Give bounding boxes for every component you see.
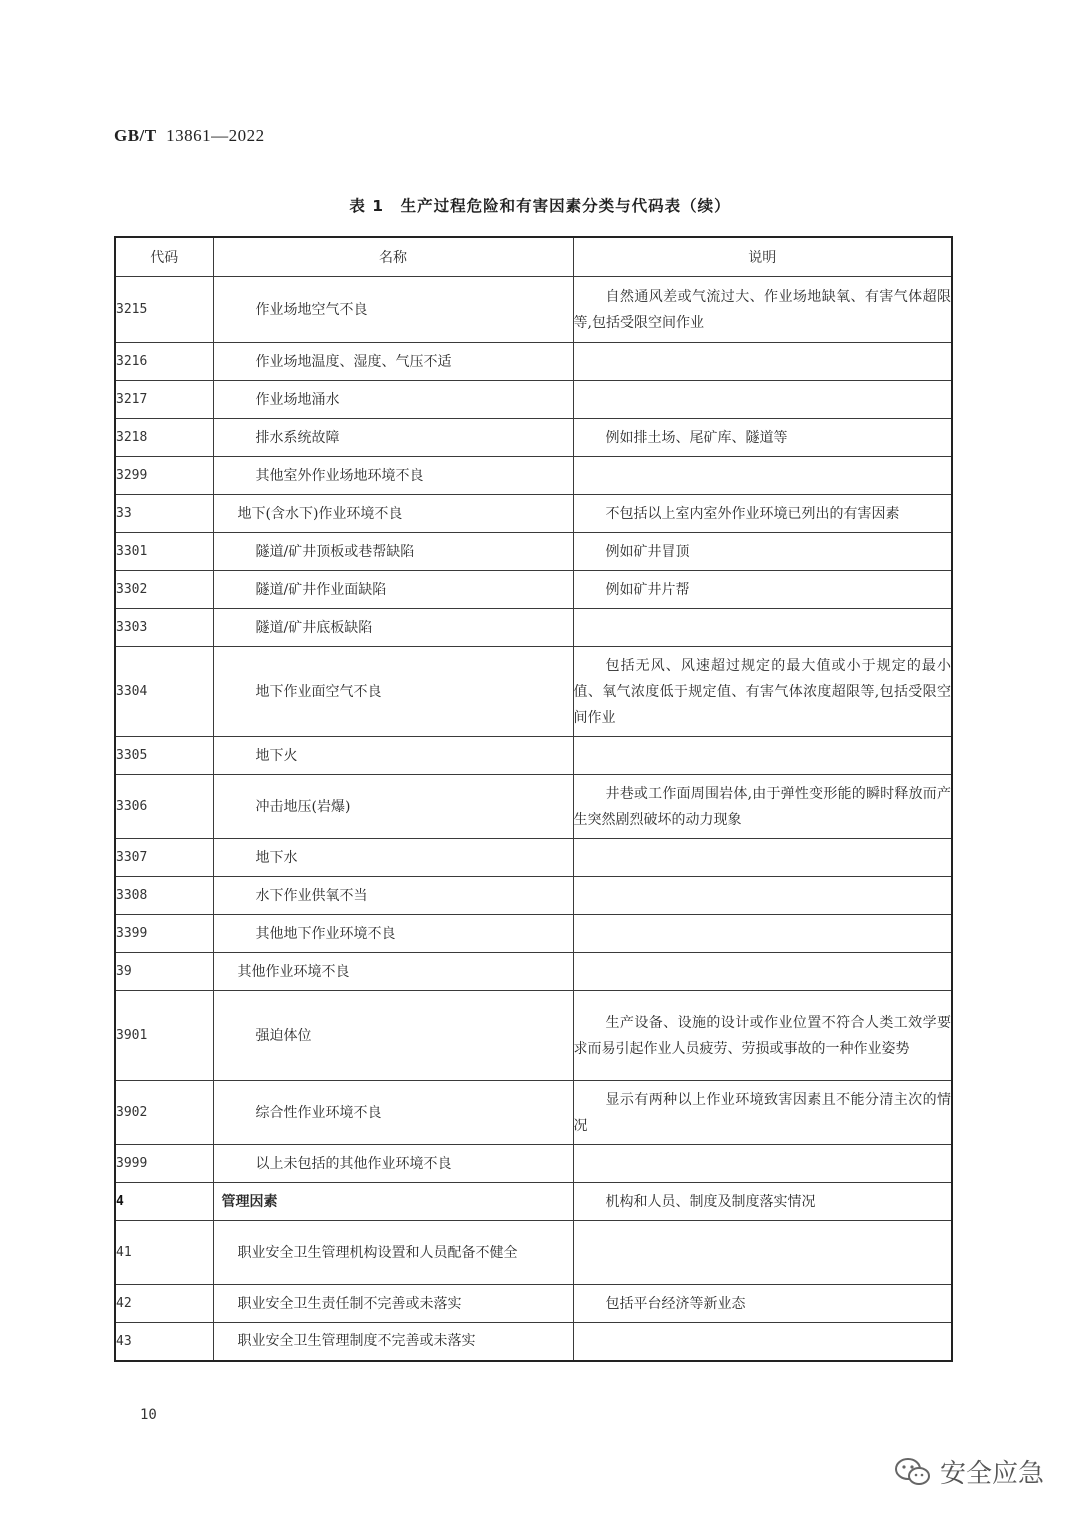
code-cell: 39 <box>115 953 213 991</box>
code-cell: 3218 <box>115 419 213 457</box>
code-cell: 41 <box>115 1221 213 1285</box>
code-cell: 3306 <box>115 775 213 839</box>
name-cell: 隧道/矿井顶板或巷帮缺陷 <box>213 533 573 571</box>
wechat-icon <box>894 1457 932 1487</box>
code-cell: 43 <box>115 1323 213 1361</box>
column-header-code: 代码 <box>115 237 213 277</box>
name-cell: 冲击地压(岩爆) <box>213 775 573 839</box>
code-cell: 3299 <box>115 457 213 495</box>
description-cell <box>573 381 952 419</box>
column-header-name: 名称 <box>213 237 573 277</box>
code-cell: 42 <box>115 1285 213 1323</box>
table-row <box>115 877 952 915</box>
description-cell: 不包括以上室内室外作业环境已列出的有害因素 <box>573 495 952 533</box>
description-cell: 包括无风、风速超过规定的最大值或小于规定的最小值、氧气浓度低于规定值、有害气体浓度超限等,包括受限空间作业 <box>573 647 952 737</box>
description-cell <box>573 839 952 877</box>
description-cell: 例如矿井片帮 <box>573 571 952 609</box>
hazard-code-table <box>114 236 953 1362</box>
name-cell: 地下(含水下)作业环境不良 <box>213 495 573 533</box>
code-cell: 3999 <box>115 1145 213 1183</box>
description-cell <box>573 953 952 991</box>
code-cell: 3217 <box>115 381 213 419</box>
table-row <box>115 991 952 1081</box>
description-cell <box>573 915 952 953</box>
description-cell: 包括平台经济等新业态 <box>573 1285 952 1323</box>
table-body <box>115 277 952 1361</box>
code-cell: 3307 <box>115 839 213 877</box>
name-cell: 其他室外作业场地环境不良 <box>213 457 573 495</box>
name-cell: 隧道/矿井底板缺陷 <box>213 609 573 647</box>
name-cell: 排水系统故障 <box>213 419 573 457</box>
code-cell: 3399 <box>115 915 213 953</box>
name-cell: 其他作业环境不良 <box>213 953 573 991</box>
code-cell: 4 <box>115 1183 213 1221</box>
table-row <box>115 1285 952 1323</box>
code-cell: 3308 <box>115 877 213 915</box>
name-cell: 管理因素 <box>213 1183 573 1221</box>
code-cell: 3301 <box>115 533 213 571</box>
code-cell: 33 <box>115 495 213 533</box>
table-row <box>115 571 952 609</box>
name-cell: 隧道/矿井作业面缺陷 <box>213 571 573 609</box>
page-number: 10 <box>140 1407 157 1423</box>
standard-identifier <box>114 126 265 146</box>
table-row <box>115 419 952 457</box>
standard-prefix: GB/T <box>114 126 157 145</box>
code-cell: 3902 <box>115 1081 213 1145</box>
name-cell: 强迫体位 <box>213 991 573 1081</box>
description-cell <box>573 343 952 381</box>
watermark-text: 安全应急 <box>939 1459 1044 1489</box>
standard-number: 13861—2022 <box>166 126 265 145</box>
code-cell: 3304 <box>115 647 213 737</box>
name-cell: 职业安全卫生管理机构设置和人员配备不健全 <box>213 1221 573 1285</box>
description-cell: 例如排土场、尾矿库、隧道等 <box>573 419 952 457</box>
code-cell: 3216 <box>115 343 213 381</box>
description-cell <box>573 877 952 915</box>
table-caption: 表 1 生产过程危险和有害因素分类与代码表（续） <box>349 197 731 215</box>
name-cell: 职业安全卫生管理制度不完善或未落实 <box>213 1323 573 1361</box>
table-row <box>115 775 952 839</box>
table-row <box>115 1183 952 1221</box>
table-row <box>115 1145 952 1183</box>
table-row <box>115 1323 952 1361</box>
description-cell: 生产设备、设施的设计或作业位置不符合人类工效学要求而易引起作业人员疲劳、劳损或事故的一种作业姿势 <box>573 991 952 1081</box>
table-row <box>115 495 952 533</box>
name-cell: 地下火 <box>213 737 573 775</box>
table-row <box>115 915 952 953</box>
description-cell: 井巷或工作面周围岩体,由于弹性变形能的瞬时释放而产生突然剧烈破坏的动力现象 <box>573 775 952 839</box>
table-row <box>115 381 952 419</box>
description-cell <box>573 609 952 647</box>
table-row <box>115 343 952 381</box>
table-row <box>115 457 952 495</box>
name-cell: 地下水 <box>213 839 573 877</box>
name-cell: 以上未包括的其他作业环境不良 <box>213 1145 573 1183</box>
description-cell <box>573 457 952 495</box>
description-cell <box>573 1221 952 1285</box>
table-row <box>115 277 952 343</box>
table-row <box>115 533 952 571</box>
code-cell: 3303 <box>115 609 213 647</box>
name-cell: 作业场地温度、湿度、气压不适 <box>213 343 573 381</box>
description-cell: 自然通风差或气流过大、作业场地缺氧、有害气体超限等,包括受限空间作业 <box>573 277 952 343</box>
name-cell: 其他地下作业环境不良 <box>213 915 573 953</box>
code-cell: 3302 <box>115 571 213 609</box>
table-row <box>115 647 952 737</box>
description-cell <box>573 1323 952 1361</box>
code-cell: 3901 <box>115 991 213 1081</box>
description-cell: 显示有两种以上作业环境致害因素且不能分清主次的情况 <box>573 1081 952 1145</box>
name-cell: 作业场地涌水 <box>213 381 573 419</box>
column-header-description: 说明 <box>573 237 952 277</box>
description-cell <box>573 737 952 775</box>
table-row <box>115 1081 952 1145</box>
table-row <box>115 609 952 647</box>
description-cell: 机构和人员、制度及制度落实情况 <box>573 1183 952 1221</box>
table-row <box>115 737 952 775</box>
table-row <box>115 1221 952 1285</box>
name-cell: 水下作业供氧不当 <box>213 877 573 915</box>
description-cell: 例如矿井冒顶 <box>573 533 952 571</box>
description-cell <box>573 1145 952 1183</box>
table-header-row <box>115 237 952 277</box>
code-cell: 3305 <box>115 737 213 775</box>
name-cell: 综合性作业环境不良 <box>213 1081 573 1145</box>
table-row <box>115 953 952 991</box>
table-row <box>115 839 952 877</box>
watermark <box>894 1453 1044 1490</box>
name-cell: 作业场地空气不良 <box>213 277 573 343</box>
name-cell: 地下作业面空气不良 <box>213 647 573 737</box>
name-cell: 职业安全卫生责任制不完善或未落实 <box>213 1285 573 1323</box>
code-cell: 3215 <box>115 277 213 343</box>
